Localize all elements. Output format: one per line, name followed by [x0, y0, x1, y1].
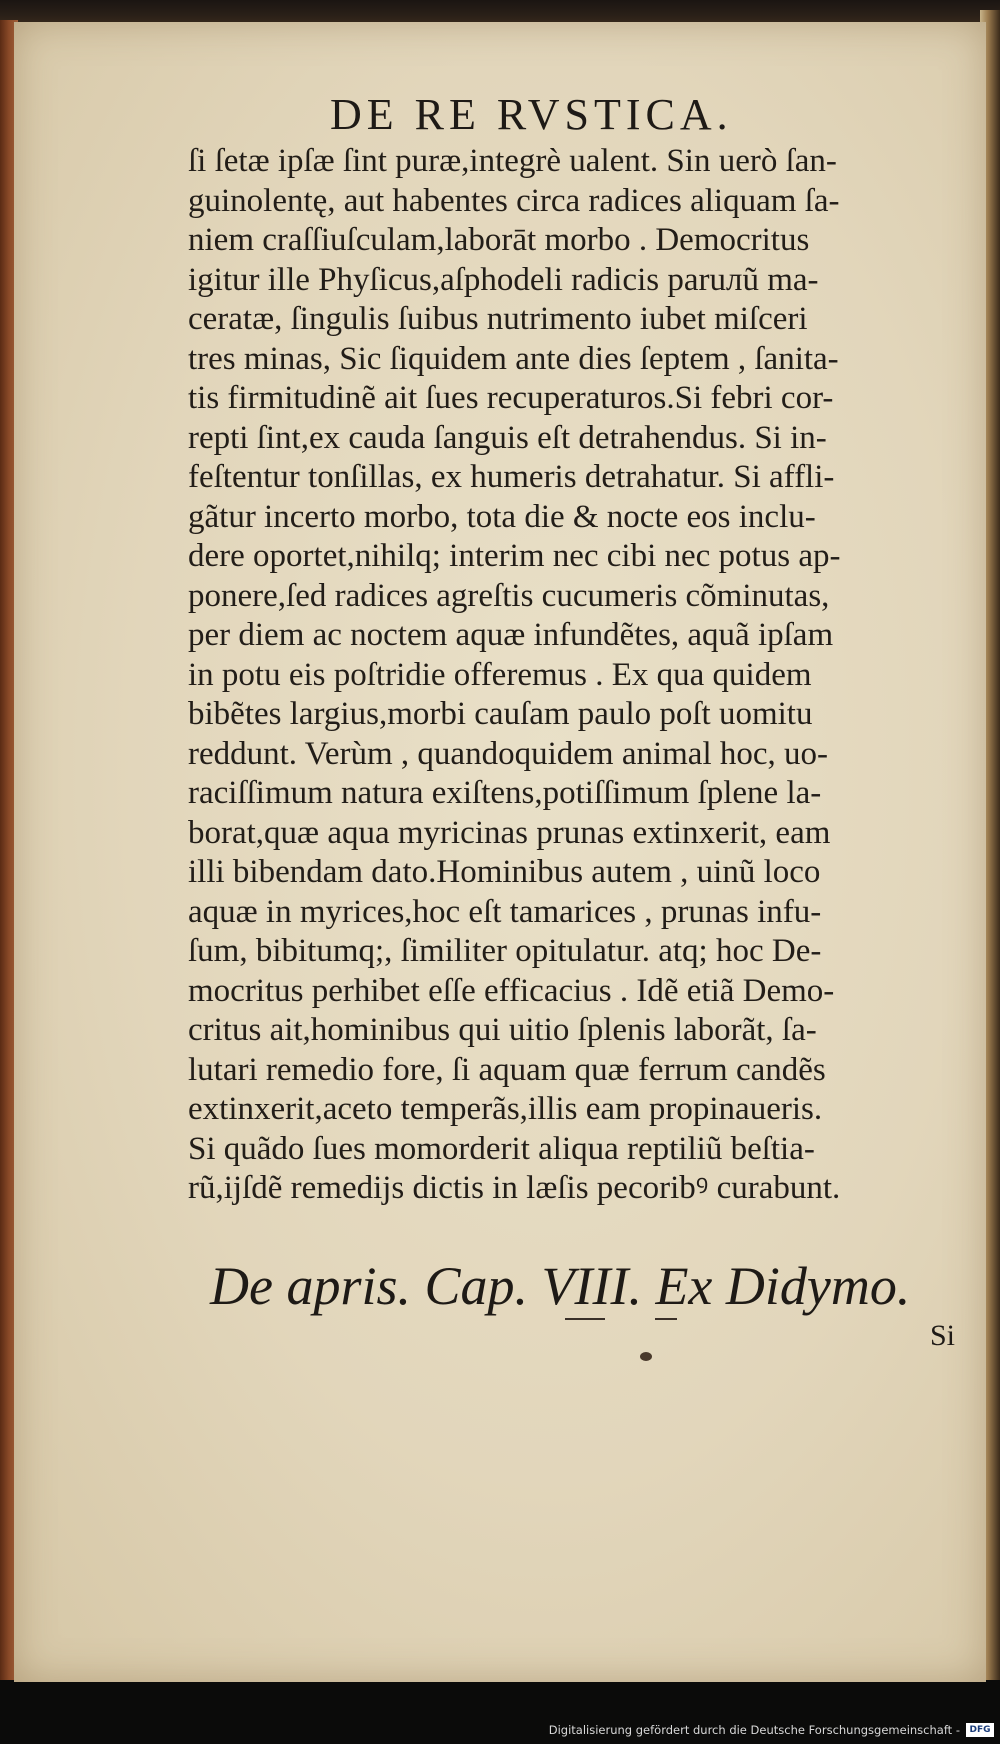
- dfg-logo: DFG: [966, 1723, 994, 1737]
- text-line: illi bibendam dato.Hominibus autem , uinũ loco: [188, 854, 821, 890]
- catchword: Si: [930, 1319, 956, 1352]
- text-line: lutari remedio fore, ſi aquam quæ ferrum candẽs: [188, 1051, 826, 1088]
- text-line: repti ſint,ex cauda ſanguis eſt detrahendus. Si in-: [188, 419, 827, 456]
- text-line: bibẽtes largius,morbi cauſam paulo poſt uomitu: [188, 696, 813, 732]
- text-line: aquæ in myrices,hoc eſt tamarices , prunas infu-: [188, 893, 822, 930]
- ink-dash-mark: [565, 1318, 605, 1320]
- text-line: feſtentur tonſillas, ex humeris detrahatur. Si affli-: [188, 459, 835, 495]
- text-line: reddunt. Verùm , quandoquidem animal hoc, uo-: [188, 735, 829, 772]
- text-line: rũ,ijſdẽ remedijs dictis in læſis pecoribꝰ curabunt.: [188, 1170, 841, 1206]
- text-line: in potu eis poſtridie offeremus . Ex qua quidem: [188, 656, 812, 693]
- digitization-credit: Digitalisierung gefördert durch die Deutsche Forschungsgemeinschaft -: [548, 1723, 960, 1737]
- text-line: mocritus perhibet eſſe efficacius . Idẽ etiã Demo-: [188, 972, 835, 1009]
- text-line: extinxerit,aceto temperãs,illis eam propinaueris.: [188, 1091, 823, 1127]
- chapter-heading: De apris. Cap. VIII. Ex Didymo.: [210, 1256, 911, 1316]
- body-text: [188, 142, 948, 1209]
- text-line: ſi ſetæ ipſæ ſint puræ,integrè ualent. Sin uerò ſan-: [188, 143, 837, 179]
- ink-blot: [640, 1352, 652, 1361]
- text-line: igitur ille Phyſicus,aſphodeli radicis paruлũ ma-: [188, 261, 819, 298]
- text-line: raciſſimum natura exiſtens,potiſſimum ſplene la-: [188, 775, 822, 811]
- text-line: critus ait,hominibus qui uitio ſplenis laborãt, ſa-: [188, 1012, 817, 1048]
- text-line: Si quãdo ſues momorderit aliqua reptiliũ beſtia-: [188, 1130, 815, 1167]
- text-line: ceratæ, ſingulis ſuibus nutrimento iubet miſceri: [188, 301, 808, 337]
- text-line: ponere,ſed radices agreſtis cucumeris cõminutas,: [188, 577, 830, 614]
- text-line: borat,quæ aqua myricinas prunas extinxerit, eam: [188, 814, 831, 851]
- running-head: DE RE RVSTICA.: [330, 90, 733, 139]
- text-line: niem craſſiuſculam,laborāt morbo . Democritus: [188, 222, 810, 258]
- ink-dash-mark: [655, 1318, 677, 1320]
- text-line: tres minas, Sic ſiquidem ante dies ſeptem , ſanita-: [188, 340, 839, 377]
- text-line: tis firmitudinẽ ait ſues recuperaturos.Si febri cor-: [188, 380, 834, 416]
- text-line: dere oportet,nihilq; interim nec cibi nec potus ap-: [188, 538, 841, 574]
- text-line: per diem ac noctem aquæ infundẽtes, aquã ipſam: [188, 617, 834, 653]
- text-line: ſum, bibitumq;, ſimiliter opitulatur. atq; hoc De-: [188, 933, 822, 969]
- text-line: gãtur incerto morbo, tota die & nocte eos inclu-: [188, 498, 816, 535]
- text-line: guinolentę, aut habentes circa radices aliquam ſa-: [188, 182, 840, 219]
